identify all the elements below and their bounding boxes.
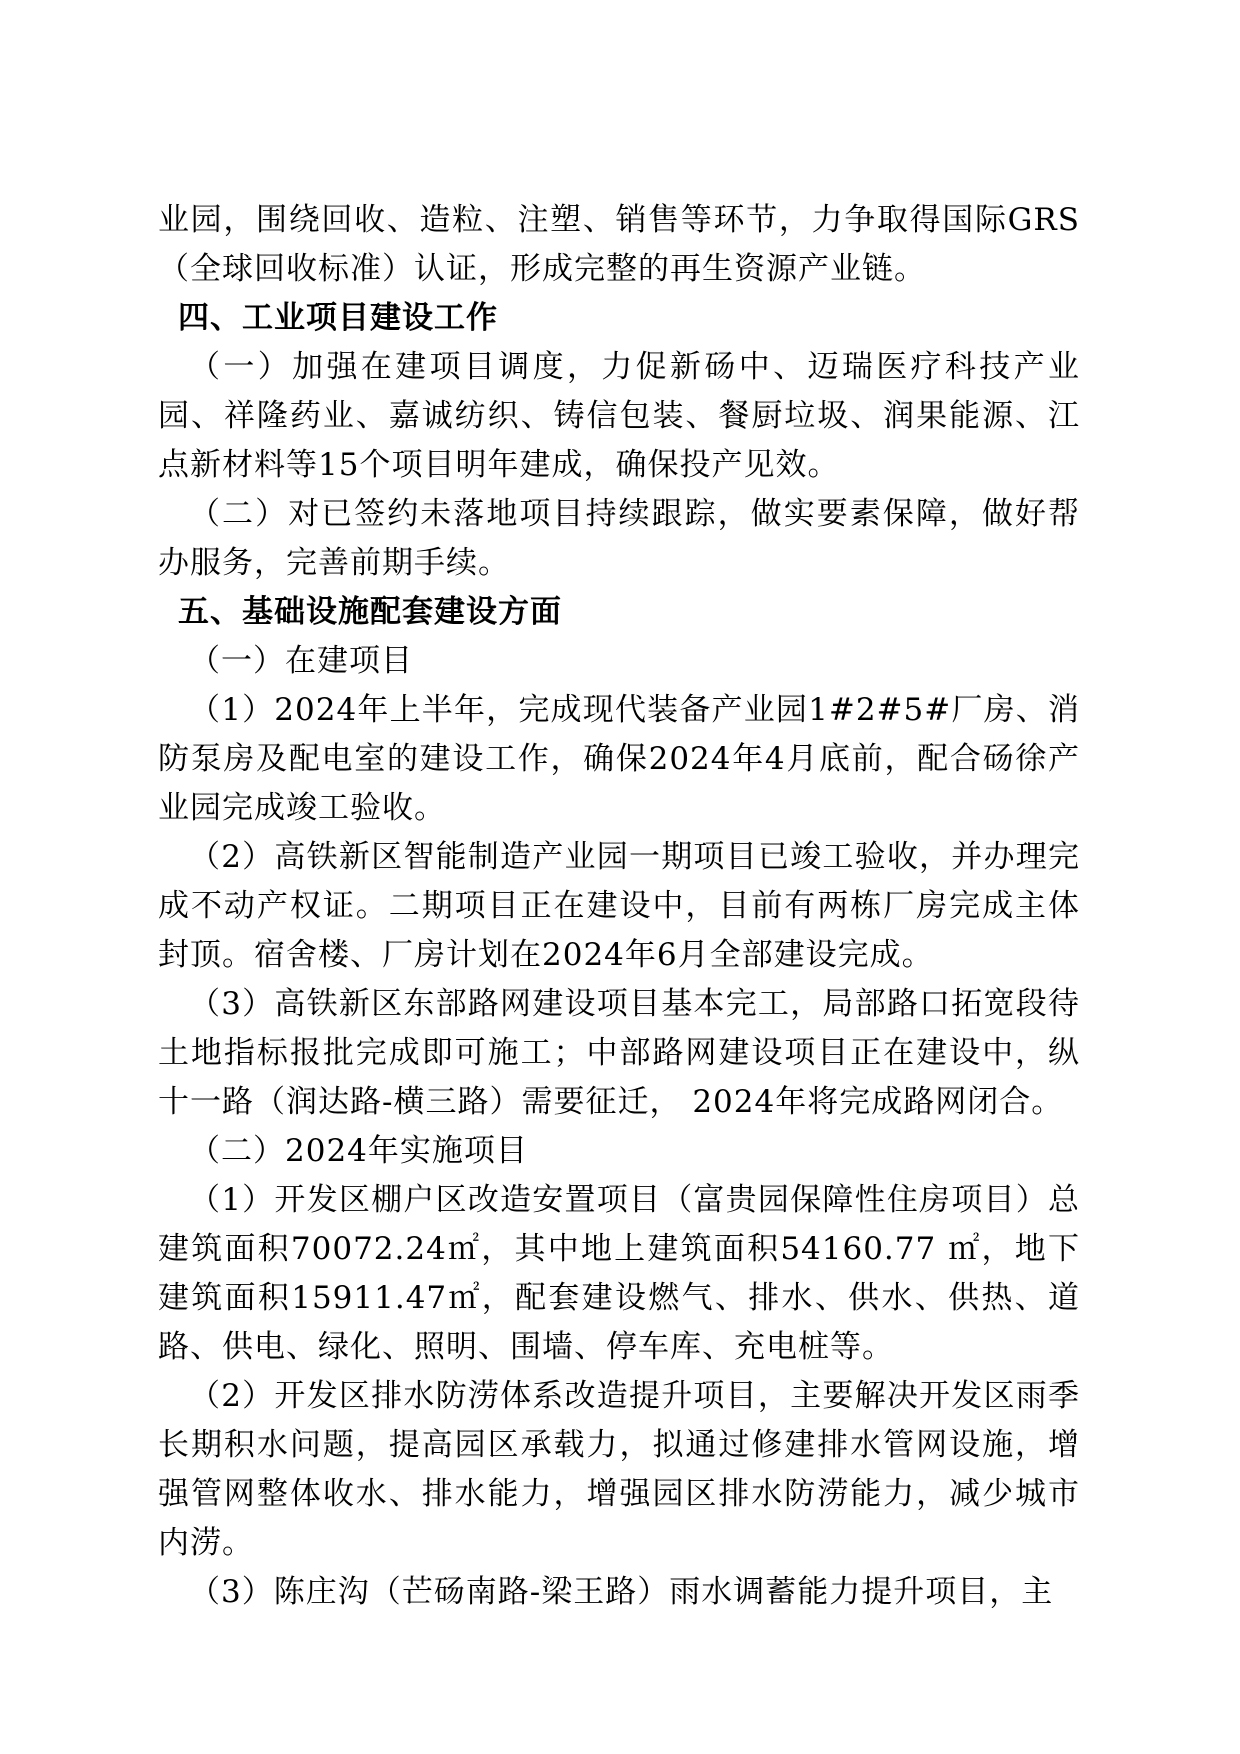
paragraph: （2）高铁新区智能制造产业园一期项目已竣工验收，并办理完成不动产权证。二期项目正在建设中，目前有两栋厂房完成主体封顶。宿舍楼、厂房计划在2024年6月全部建设完成。 — [158, 839, 1080, 973]
section-heading-5: 五、基础设施配套建设方面 — [178, 594, 562, 630]
paragraph: （3）高铁新区东部路网建设项目基本完工，局部路口拓宽段待土地指标报批完成即可施工；中部路网建设项目正在建设中，纵十一路（润达路-横三路）需要征迁， 2024年将完成路网闭合。 — [158, 986, 1080, 1120]
paragraph-continued: 业园，围绕回收、造粒、注塑、销售等环节，力争取得国际GRS（全球回收标准）认证，形成完整的再生资源产业链。 — [158, 202, 1080, 287]
subsection-heading: （一）在建项目 — [189, 643, 413, 679]
paragraph: （一）加强在建项目调度，力促新砀中、迈瑞医疗科技产业园、祥隆药业、嘉诚纺织、铸信包装、餐厨垃圾、润果能源、江点新材料等15个项目明年建成，确保投产见效。 — [158, 349, 1080, 483]
paragraph: （1）开发区棚户区改造安置项目（富贵园保障性住房项目）总建筑面积70072.24㎡，其中地上建筑面积54160.77 ㎡，地下建筑面积15911.47㎡，配套建设燃气、排水、供水、供热、道路、供电、绿化、照明、围墙、停车库、充电桩等。 — [158, 1182, 1080, 1365]
document-body — [158, 196, 1080, 1617]
section-heading-4: 四、工业项目建设工作 — [178, 300, 498, 336]
paragraph: （3）陈庄沟（芒砀南路-梁王路）雨水调蓄能力提升项目，主 — [189, 1574, 1054, 1610]
paragraph: （1）2024年上半年，完成现代装备产业园1#2#5#厂房、消防泵房及配电室的建设工作，确保2024年4月底前，配合砀徐产业园完成竣工验收。 — [158, 692, 1080, 826]
paragraph: （2）开发区排水防涝体系改造提升项目，主要解决开发区雨季长期积水问题，提高园区承载力，拟通过修建排水管网设施，增强管网整体收水、排水能力，增强园区排水防涝能力，减少城市内涝。 — [158, 1378, 1080, 1561]
paragraph: （二）对已签约未落地项目持续跟踪，做实要素保障，做好帮办服务，完善前期手续。 — [158, 496, 1080, 581]
subsection-heading: （二）2024年实施项目 — [189, 1133, 528, 1169]
